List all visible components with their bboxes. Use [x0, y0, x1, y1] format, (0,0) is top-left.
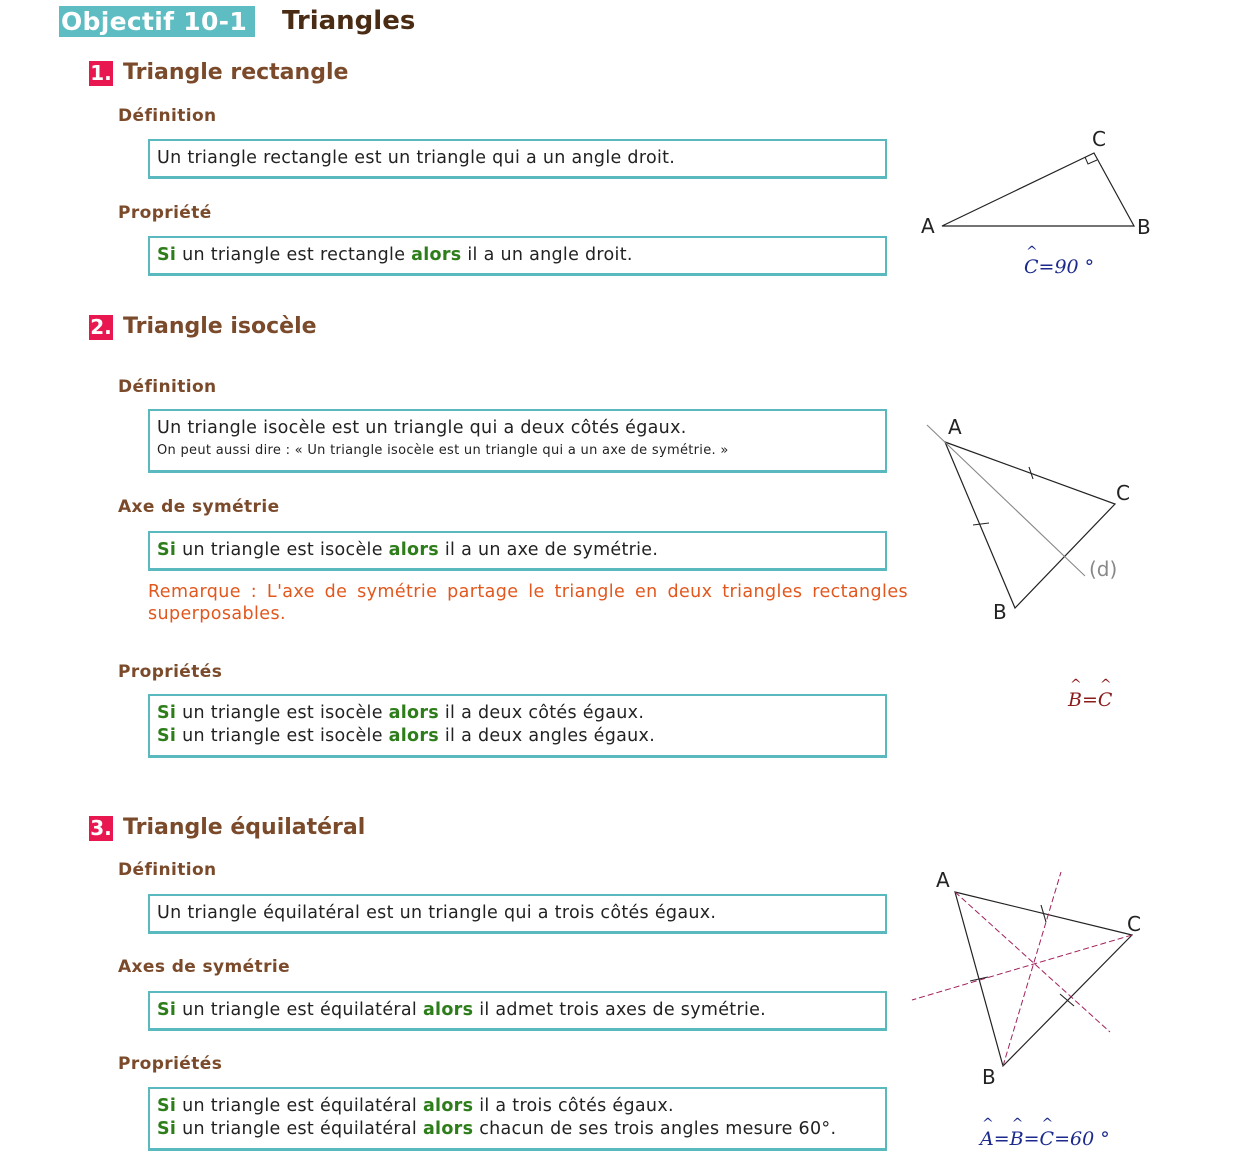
keyword-si: Si — [157, 703, 177, 723]
property-text: un triangle est rectangle — [176, 245, 412, 265]
angle-letter-c: ^ C — [1098, 689, 1113, 711]
property-text: chacun de ses trois angles mesure 60°. — [473, 1119, 837, 1139]
keyword-alors: alors — [411, 245, 462, 265]
definition-box — [148, 409, 887, 473]
property-text: un triangle est équilatéral — [176, 1119, 423, 1139]
axis-heading: Axe de symétrie — [118, 497, 280, 517]
vertex-label-b: B — [982, 1065, 996, 1089]
property-box — [148, 236, 887, 276]
axis-label-d: (d) — [1089, 557, 1118, 581]
objective-badge: Objectif 10-1 — [59, 6, 255, 37]
property-text: il a trois côtés égaux. — [473, 1096, 674, 1116]
angle-value: =90 ° — [1038, 256, 1095, 278]
property-text: un triangle est isocèle — [176, 540, 389, 560]
vertex-label-c: C — [1127, 912, 1141, 936]
section-title: Triangle isocèle — [123, 314, 317, 339]
symmetry-axis-dashed — [955, 892, 1110, 1032]
remark-text: Remarque : L'axe de symétrie partage le triangle en deux triangles rectangles superposables. — [148, 582, 908, 624]
axes-property-box — [148, 991, 887, 1031]
axes-heading: Axes de symétrie — [118, 957, 291, 977]
vertex-label-c: C — [1092, 127, 1106, 151]
vertex-label-a: A — [948, 415, 962, 439]
axis-property-box — [148, 531, 887, 571]
property-text: il a un angle droit. — [461, 245, 633, 265]
angle-letter-c: ^ C — [1024, 256, 1039, 278]
page-title: Triangles — [282, 6, 416, 36]
property-line — [157, 1118, 878, 1141]
keyword-alors: alors — [388, 540, 440, 560]
property-text: un triangle est isocèle — [176, 703, 389, 723]
property-text: il a un axe de symétrie. — [439, 540, 659, 560]
definition-text: Un triangle équilatéral est un triangle qui a trois côtés égaux. — [157, 903, 717, 923]
property-line — [157, 725, 878, 748]
property-text: un triangle est équilatéral — [176, 1000, 423, 1020]
section-number: 2. — [90, 315, 112, 339]
properties-heading: Propriétés — [118, 1054, 223, 1074]
keyword-alors: alors — [422, 1096, 474, 1116]
properties-box — [148, 694, 887, 758]
definition-note: On peut aussi dire : « Un triangle isocèle est un triangle qui a un axe de symétrie. » — [157, 443, 729, 458]
angle-caption — [980, 1128, 1110, 1150]
keyword-si: Si — [157, 540, 177, 560]
property-text: il a deux côtés égaux. — [439, 703, 645, 723]
angle-caption — [1068, 689, 1112, 711]
angle-letter-c: ^ C — [1040, 1128, 1055, 1150]
angle-value: =60 ° — [1054, 1128, 1110, 1150]
property-line — [157, 702, 878, 725]
angle-letter-b: ^ B — [1010, 1128, 1024, 1150]
angle-letter-a: ^ A — [980, 1128, 994, 1150]
angle-letter-b: ^ B — [1068, 689, 1082, 711]
properties-box — [148, 1087, 887, 1151]
keyword-alors: alors — [388, 703, 440, 723]
equals-sign: = — [1023, 1128, 1040, 1150]
angle-caption — [1024, 256, 1094, 278]
section-number: 1. — [90, 61, 112, 85]
property-text: un triangle est équilatéral — [176, 1096, 423, 1116]
property-text: un triangle est isocèle — [176, 726, 389, 746]
symmetry-axis-dashed — [912, 935, 1132, 1000]
vertex-label-c: C — [1116, 481, 1130, 505]
keyword-si: Si — [157, 1119, 177, 1139]
right-triangle-shape — [942, 153, 1134, 226]
equals-sign: = — [1081, 689, 1098, 711]
property-text: il a deux angles égaux. — [439, 726, 656, 746]
definition-box — [148, 139, 887, 179]
definition-box — [148, 894, 887, 934]
properties-heading: Propriétés — [118, 662, 223, 682]
keyword-alors: alors — [388, 726, 440, 746]
definition-heading: Définition — [118, 860, 217, 880]
vertex-label-a: A — [921, 214, 935, 238]
equals-sign: = — [993, 1128, 1010, 1150]
keyword-si: Si — [157, 1000, 177, 1020]
section-title: Triangle équilatéral — [123, 815, 366, 840]
isosceles-triangle-figure — [905, 405, 1135, 625]
keyword-alors: alors — [422, 1000, 474, 1020]
property-heading: Propriété — [118, 203, 212, 223]
vertex-label-b: B — [993, 600, 1007, 624]
symmetry-axis-d — [927, 425, 1085, 576]
keyword-si: Si — [157, 726, 177, 746]
equilateral-triangle-figure — [905, 860, 1165, 1100]
property-line — [157, 1095, 878, 1118]
definition-text: Un triangle isocèle est un triangle qui a deux côtés égaux. — [157, 418, 687, 438]
keyword-si: Si — [157, 1096, 177, 1116]
definition-heading: Définition — [118, 377, 217, 397]
definition-heading: Définition — [118, 106, 217, 126]
right-angle-mark — [1085, 157, 1097, 164]
keyword-si: Si — [157, 245, 177, 265]
tick-mark — [973, 523, 989, 525]
vertex-label-b: B — [1137, 215, 1151, 239]
vertex-label-a: A — [936, 868, 950, 892]
property-text: il admet trois axes de symétrie. — [473, 1000, 767, 1020]
section-title: Triangle rectangle — [123, 60, 349, 85]
definition-text: Un triangle rectangle est un triangle qui a un angle droit. — [157, 148, 676, 168]
section-number: 3. — [90, 816, 112, 840]
keyword-alors: alors — [422, 1119, 474, 1139]
